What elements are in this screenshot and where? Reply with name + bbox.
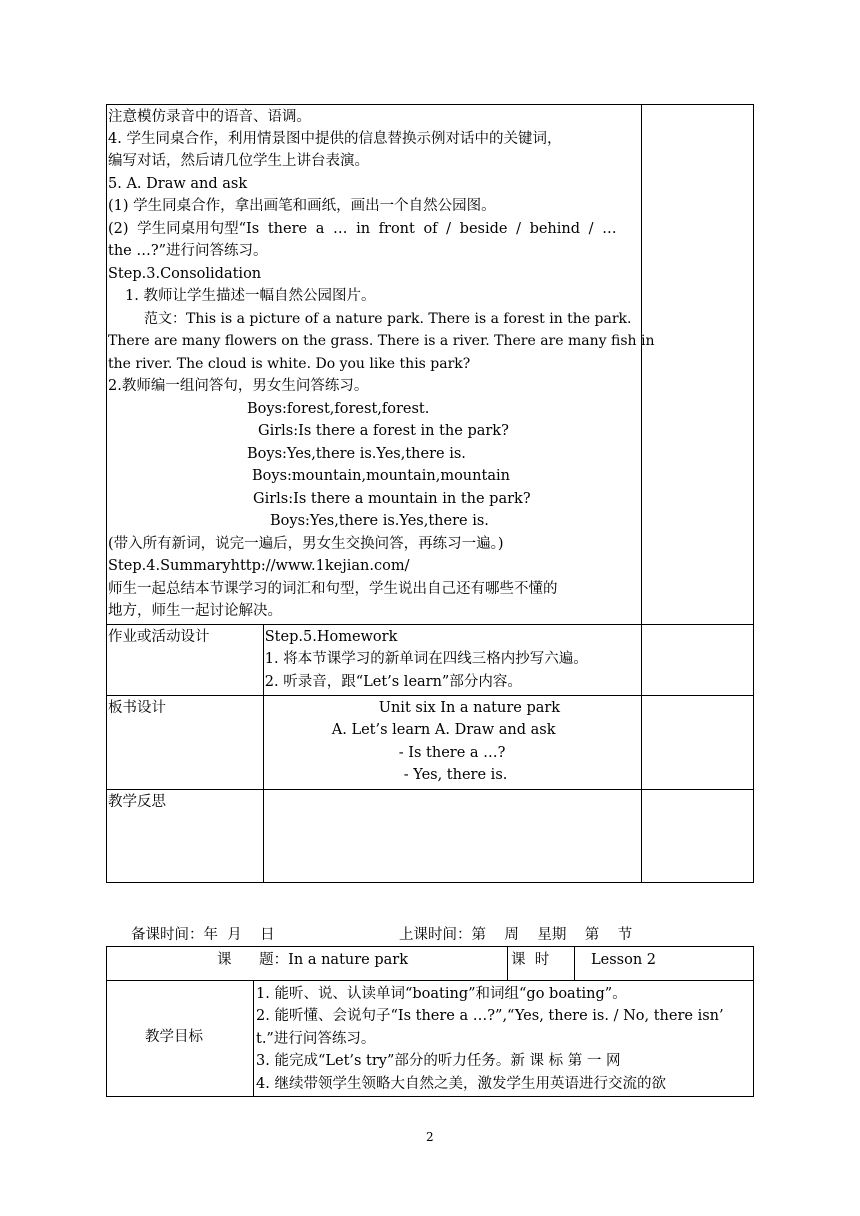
reflection-label: 教学反思 xyxy=(108,794,166,810)
dialogue-line: Boys:Yes,there is.Yes,there is. xyxy=(247,446,466,462)
period-value-cell xyxy=(575,947,754,981)
objective-line: 2. 能听懂、会说句子“Is there a …?”,“Yes, there is. / No, there isn’ xyxy=(256,1008,724,1024)
dialogue-line: Girls:Is there a mountain in the park? xyxy=(253,491,531,507)
procedure-line: 注意模仿录音中的语音、语调。 xyxy=(108,109,311,125)
homework-label: 作业或活动设计 xyxy=(108,629,210,645)
board-line: - Yes, there is. xyxy=(403,767,508,783)
period-label: 课 时 xyxy=(511,952,550,968)
page-number: 2 xyxy=(426,1130,434,1144)
procedure-line: 5. A. Draw and ask xyxy=(108,176,248,192)
homework-line: Step.5.Homework xyxy=(264,629,398,645)
period-value: Lesson 2 xyxy=(591,952,656,968)
procedure-line: Step.3.Consolidation xyxy=(108,266,262,282)
objectives-content-cell xyxy=(254,981,754,1097)
notes-cell xyxy=(642,105,754,625)
dialogue-line: Boys:Yes,there is.Yes,there is. xyxy=(270,513,489,529)
procedure-line: (带入所有新词，说完一遍后，男女生交换问答，再练习一遍。) xyxy=(108,536,504,552)
notes-cell xyxy=(642,790,754,883)
objective-line: 3. 能完成“Let’s try”部分的听力任务。新 课 标 第 一 网 xyxy=(256,1053,621,1069)
reflection-content-cell xyxy=(263,790,641,883)
topic-label: 课 题：In a nature park xyxy=(217,952,408,968)
notes-cell xyxy=(642,625,754,696)
objective-line: 4. 继续带领学生领略大自然之美，激发学生用英语进行交流的欲 xyxy=(256,1076,666,1092)
procedure-line: Step.4.Summaryhttp://www.1kejian.com/ xyxy=(108,558,410,574)
procedure-line: (2) 学生同桌用句型“Is there a … in front of / beside / behind / … xyxy=(108,221,617,237)
board-design-label: 板书设计 xyxy=(108,700,166,716)
objectives-label: 教学目标 xyxy=(145,1029,203,1045)
period-label-cell xyxy=(508,947,575,981)
board-content-cell xyxy=(263,696,641,790)
procedure-line: (1) 学生同桌合作，拿出画笔和画纸，画出一个自然公园图。 xyxy=(108,198,496,214)
prep-time: 备课时间：年 月 日 xyxy=(131,927,275,943)
class-time: 上课时间：第 周 星期 第 节 xyxy=(399,927,633,943)
homework-line: 1. 将本节课学习的新单词在四线三格内抄写六遍。 xyxy=(264,651,588,667)
dialogue-line: Boys:mountain,mountain,mountain xyxy=(252,468,510,484)
procedure-line: There are many flowers on the grass. There is a river. There are many fish in xyxy=(108,333,655,349)
board-line: Unit six In a nature park xyxy=(378,700,561,716)
board-line: - Is there a …? xyxy=(398,745,506,761)
procedure-cell xyxy=(107,105,655,625)
procedure-line: 1. 教师让学生描述一幅自然公园图片。 xyxy=(125,288,376,304)
lesson-plan-table-continued xyxy=(106,104,754,883)
board-line: A. Let’s learn A. Draw and ask xyxy=(331,722,556,738)
dialogue-line: Boys:forest,forest,forest. xyxy=(247,401,430,417)
objective-line: 1. 能听、说、认读单词“boating”和词组“go boating”。 xyxy=(256,986,627,1002)
dialogue-line: Girls:Is there a forest in the park? xyxy=(258,423,509,439)
topic-cell xyxy=(107,947,508,981)
homework-line: 2. 听录音，跟“Let’s learn”部分内容。 xyxy=(264,674,522,690)
objective-line: t.”进行问答练习。 xyxy=(256,1031,376,1047)
procedure-line: the river. The cloud is white. Do you like this park? xyxy=(108,356,471,372)
procedure-line: 4. 学生同桌合作，利用情景图中提供的信息替换示例对话中的关键词， xyxy=(108,131,562,147)
procedure-line: 2.教师编一组问答句，男女生问答练习。 xyxy=(108,378,369,394)
procedure-line: 编写对话，然后请几位学生上讲台表演。 xyxy=(108,153,369,169)
procedure-line: 师生一起总结本节课学习的词汇和句型，学生说出自己还有哪些不懂的 xyxy=(108,581,558,597)
homework-label-cell xyxy=(107,625,264,696)
procedure-line: 地方，师生一起讨论解决。 xyxy=(108,603,282,619)
lesson-2-table xyxy=(106,946,754,1097)
board-label-cell xyxy=(107,696,264,790)
notes-cell xyxy=(642,696,754,790)
homework-content-cell xyxy=(263,625,641,696)
procedure-line: the …?”进行问答练习。 xyxy=(108,243,268,259)
objectives-label-cell xyxy=(107,981,254,1097)
procedure-line: 范文：This is a picture of a nature park. There is a forest in the park. xyxy=(144,311,632,327)
reflection-label-cell xyxy=(107,790,264,883)
